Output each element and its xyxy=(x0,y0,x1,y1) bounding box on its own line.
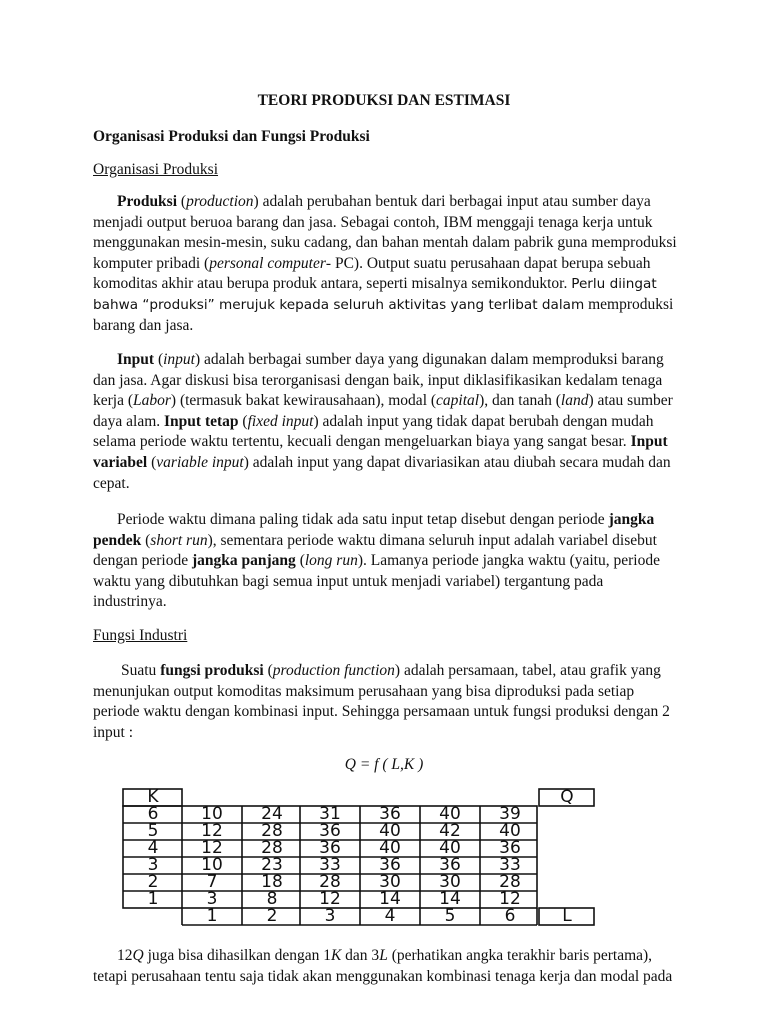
table-cell: 14 xyxy=(379,889,401,909)
l-value: 1 xyxy=(206,906,218,926)
table-cell: 33 xyxy=(499,855,521,875)
label-k: K xyxy=(147,787,159,807)
document-title: TEORI PRODUKSI DAN ESTIMASI xyxy=(257,92,511,109)
table-cell: 24 xyxy=(261,804,283,824)
paragraph-produksi: Produksi (production) adalah perubahan bentuk dari berbagai input atau sumber daya menjadi output beruoa barang dan jasa. Sebagai contoh, IBM menggaji tenaga kerja untuk menggunakan mesin-mesin, suku cadang, dan bahan mentah dalam pabrik guna memproduksi komputer pribadi (personal computer- PC). Output suatu perusahaan dapat berupa sebuah komoditas akhir atau berupa produk antara, seperti misalnya semikonduktor. Perlu diingat bahwa “produksi” merujuk kepada seluruh aktivitas yang terlibat dalam memproduksi barang dan jasa. xyxy=(93,193,677,334)
term-fungsi-produksi: fungsi produksi xyxy=(160,662,264,679)
table-cell: 36 xyxy=(379,855,401,875)
table-cell: 7 xyxy=(206,872,218,892)
production-equation: Q = f ( L,K ) xyxy=(344,756,424,773)
label-q: Q xyxy=(560,787,574,807)
table-cell: 28 xyxy=(319,872,341,892)
table-cell: 36 xyxy=(439,855,461,875)
table-cell: 10 xyxy=(201,855,223,875)
l-value: 5 xyxy=(444,906,456,926)
table-cell: 30 xyxy=(379,872,401,892)
table-cell: 40 xyxy=(439,804,461,824)
k-value: 6 xyxy=(147,804,159,824)
table-cell: 40 xyxy=(379,821,401,841)
l-value: 3 xyxy=(324,906,336,926)
l-value: 4 xyxy=(384,906,396,926)
table-cell: 36 xyxy=(319,821,341,841)
l-value: 6 xyxy=(504,906,516,926)
k-value: 2 xyxy=(147,872,159,892)
table-cell: 12 xyxy=(201,821,223,841)
term-input-variabel: Input variabel xyxy=(93,433,668,471)
table-cell: 33 xyxy=(319,855,341,875)
table-cell: 12 xyxy=(319,889,341,909)
table-cell: 12 xyxy=(499,889,521,909)
table-cell: 28 xyxy=(261,838,283,858)
production-table xyxy=(122,788,596,926)
table-cell: 28 xyxy=(499,872,521,892)
subhead-fungsi-industri: Fungsi Industri xyxy=(93,627,188,644)
subhead-organisasi-produksi: Organisasi Produksi xyxy=(93,161,219,178)
table-cell: 40 xyxy=(439,838,461,858)
table-cell: 42 xyxy=(439,821,461,841)
table-cell: 23 xyxy=(261,855,283,875)
table-cell: 30 xyxy=(439,872,461,892)
table-cell: 3 xyxy=(206,889,218,909)
label-l: L xyxy=(562,906,572,926)
paragraph-bottom: 12Q juga bisa dihasilkan dengan 1K dan 3L (perhatikan angka terakhir baris pertama), tetapi perusahaan tentu saja tidak akan menggunakan kombinasi tenaga kerja dan modal pada xyxy=(93,947,673,985)
table-cell: 31 xyxy=(319,804,341,824)
paragraph-input: Input (input) adalah berbagai sumber daya yang digunakan dalam memproduksi barang dan jasa. Agar diskusi bisa terorganisasi dengan baik, input diklasifikasikan kedalam tenaga kerja (Labor) (termasuk bakat kewirausahaan), modal (capital), dan tanah (land) atau sumber daya alam. Input tetap (fixed input) adalah input yang tidak dapat berubah dengan mudah selama periode waktu tertentu, kecuali dengan mengeluarkan biaya yang sangat besar. Input variabel (variable input) adalah input yang dapat divariasikan atau diubah secara mudah dan cepat. xyxy=(93,351,673,492)
table-cell: 12 xyxy=(201,838,223,858)
k-value: 4 xyxy=(147,838,159,858)
term-input: Input xyxy=(117,351,155,368)
k-value: 5 xyxy=(147,821,159,841)
table-cell: 36 xyxy=(499,838,521,858)
table-cell: 28 xyxy=(261,821,283,841)
table-cell: 40 xyxy=(379,838,401,858)
term-input-tetap: Input tetap xyxy=(164,412,239,430)
table-cell: 36 xyxy=(379,804,401,824)
table-cell: 39 xyxy=(499,804,521,824)
paragraph-periode: Periode waktu dimana paling tidak ada satu input tetap disebut dengan periode jangka pendek (short run), sementara periode waktu dimana seluruh input adalah variabel disebut dengan periode jangka panjang (long run). Lamanya periode jangka waktu (yaitu, periode waktu yang dibutuhkan bagi semua input untuk menjadi variabel) tergantung pada industrinya. xyxy=(93,511,660,611)
table-cell: 18 xyxy=(261,872,283,892)
l-value: 2 xyxy=(266,906,278,926)
table-cell: 14 xyxy=(439,889,461,909)
term-jangka-panjang: jangka panjang xyxy=(192,552,296,570)
sans-sentence: Perlu diingat bahwa “produksi” merujuk kepada seluruh aktivitas yang terlibat dalam xyxy=(93,276,657,313)
term-produksi: Produksi xyxy=(117,193,178,210)
table-cell: 8 xyxy=(266,889,278,909)
term-jangka-pendek: jangka pendek xyxy=(93,511,655,549)
paragraph-fungsi-produksi: Suatu fungsi produksi (production function) adalah persamaan, tabel, atau grafik yang menunjukan output komoditas maksimum perusahaan yang bisa diproduksi pada setiap periode waktu dengan kombinasi input. Sehingga persamaan untuk fungsi produksi dengan 2 input : xyxy=(93,662,670,741)
table-cell: 40 xyxy=(499,821,521,841)
k-value: 3 xyxy=(147,855,159,875)
k-value: 1 xyxy=(147,889,159,909)
table-cell: 10 xyxy=(201,804,223,824)
table-cell: 36 xyxy=(319,838,341,858)
section-heading: Organisasi Produksi dan Fungsi Produksi xyxy=(93,128,370,145)
